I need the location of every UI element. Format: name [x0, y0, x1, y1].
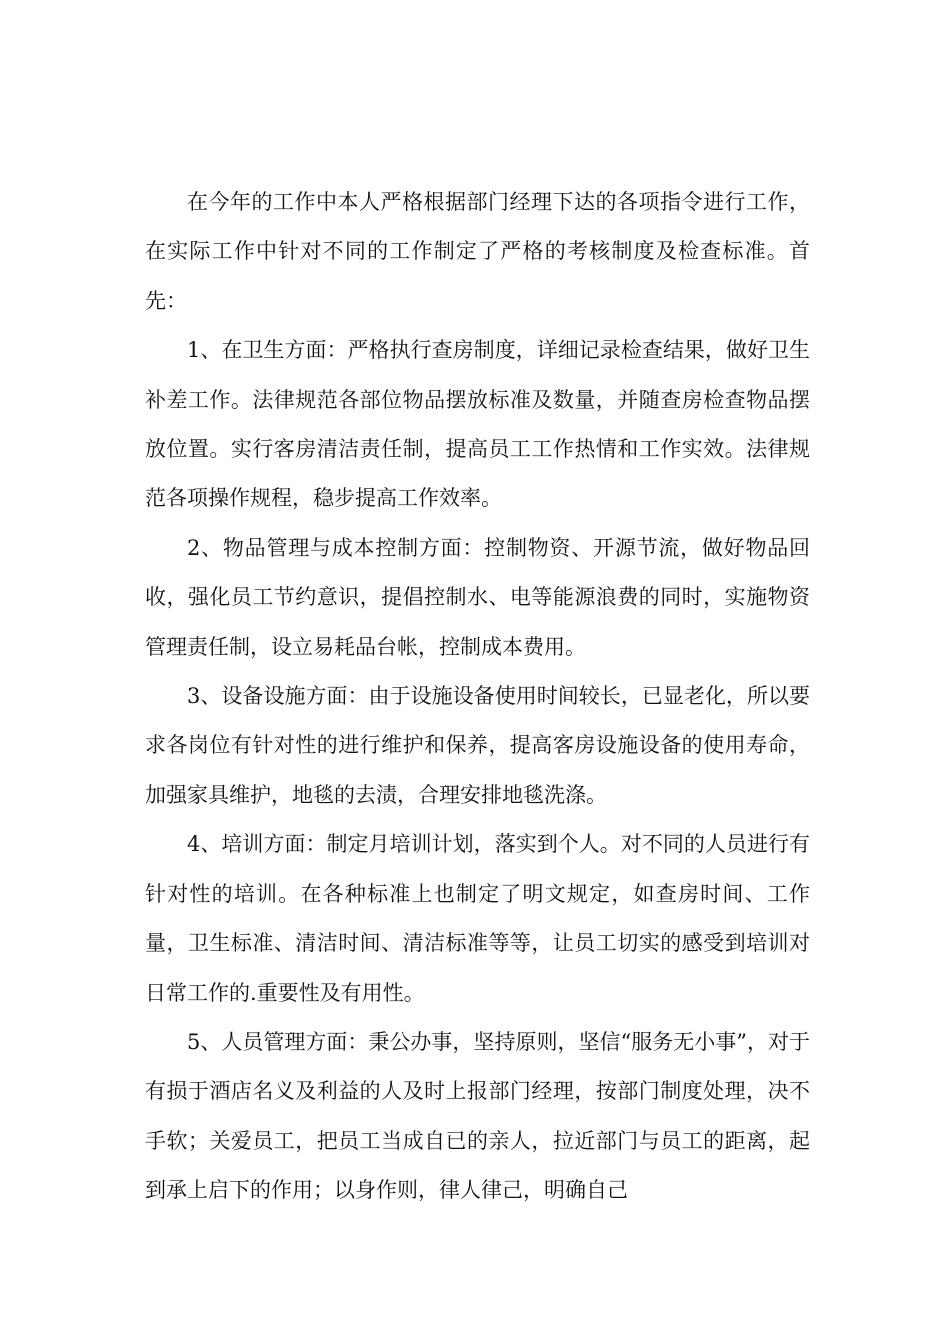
paragraph-training: 4、培训方面：制定月培训计划，落实到个人。对不同的人员进行有针对性的培训。在各种标准上也制定了明文规定，如查房时间、工作量，卫生标准、清洁时间、清洁标准等等，让员工切实的感受到培训对日常工作的.重要性及有用性。 — [145, 832, 810, 1005]
paragraph-hygiene: 1、在卫生方面：严格执行查房制度，详细记录检查结果，做好卫生补差工作。法律规范各部位物品摆放标准及数量，并随查房检查物品摆放位置。实行客房清洁责任制，提高员工工作热情和工作实效。法律规范各项操作规程，稳步提高工作效率。 — [145, 338, 810, 511]
paragraph-staff-management: 5、人员管理方面：秉公办事，坚持原则，坚信“服务无小事”，对于有损于酒店名义及利益的人及时上报部门经理，按部门制度处理，决不手软；关爱员工，把员工当成自已的亲人，拉近部门与员工的距离，起到承上启下的作用；以身作则，律人律己，明确自己 — [145, 1029, 810, 1203]
paragraph-cost-control: 2、物品管理与成本控制方面：控制物资、开源节流，做好物品回收，强化员工节约意识，提倡控制水、电等能源浪费的同时，实施物资管理责任制，设立易耗品台帐，控制成本费用。 — [145, 535, 810, 659]
paragraph-intro: 在今年的工作中本人严格根据部门经理下达的各项指令进行工作，在实际工作中针对不同的工作制定了严格的考核制度及检查标准。首先： — [145, 190, 810, 313]
paragraph-equipment: 3、设备设施方面：由于设施设备使用时间较长，已显老化，所以要求各岗位有针对性的进行维护和保养，提高客房设施设备的使用寿命，加强家具维护，地毯的去渍，合理安排地毯洗涤。 — [145, 684, 810, 807]
document-body — [145, 178, 810, 1216]
